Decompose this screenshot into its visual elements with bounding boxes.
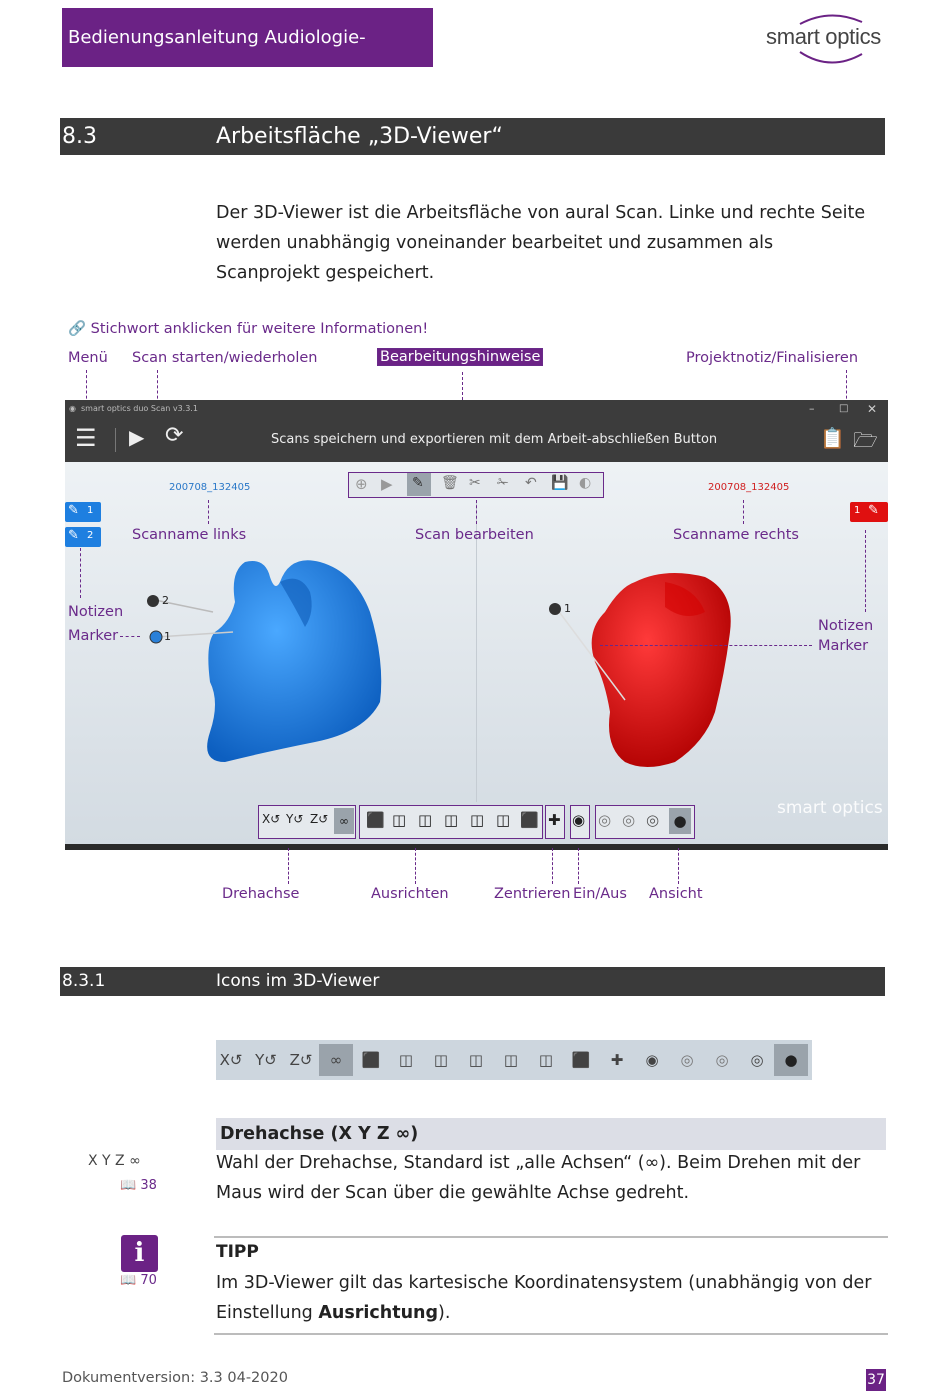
callout-onoff[interactable]: Ein/Aus — [573, 886, 627, 902]
cube-1-icon: ⬛ — [361, 1051, 381, 1069]
leader-line — [600, 645, 812, 646]
window-title: smart optics duo Scan v3.3.1 — [81, 404, 198, 413]
callout-rotate-axis[interactable]: Drehachse — [222, 886, 300, 902]
view-group — [595, 805, 695, 839]
onoff-icon[interactable]: ◉ — [572, 811, 586, 829]
scissors-icon[interactable]: ✂ — [469, 475, 481, 491]
cube-2-icon: ◫ — [398, 1051, 414, 1069]
tipp-text — [216, 1268, 876, 1328]
cube-2-icon[interactable]: ◫ — [392, 811, 407, 829]
window-titlebar — [65, 400, 888, 418]
callout-notes-right[interactable]: Notizen — [818, 618, 874, 634]
section-heading-8-3-1 — [60, 967, 885, 996]
section-number: 8.3.1 — [62, 971, 106, 991]
scan-name-left[interactable]: 200708_132405 — [169, 482, 251, 493]
minimize-icon[interactable]: – — [809, 402, 815, 415]
z-axis-icon: Z↺ — [289, 1051, 313, 1069]
callout-scanname-right[interactable]: Scanname rechts — [673, 527, 799, 543]
leader-line — [415, 848, 416, 884]
y-axis-icon[interactable]: Y↺ — [286, 812, 304, 826]
cube-1-icon[interactable]: ⬛ — [366, 811, 385, 829]
note-icon: ✎ — [68, 503, 79, 518]
callout-notes-left[interactable]: Notizen — [68, 604, 124, 620]
view-2-icon: ◎ — [715, 1051, 729, 1069]
view-3-icon[interactable]: ◎ — [646, 811, 660, 829]
crosshair-icon[interactable]: ✚ — [548, 811, 561, 829]
close-icon[interactable]: ✕ — [867, 402, 878, 416]
leader-line — [678, 848, 679, 884]
divider — [214, 1236, 888, 1238]
leader-line — [865, 530, 866, 612]
repeat-icon[interactable]: ⟳ — [165, 423, 184, 448]
cube-5-icon[interactable]: ◫ — [470, 811, 485, 829]
right-ear-scan — [592, 573, 731, 767]
center-group — [545, 805, 565, 839]
cube-4-icon: ◫ — [468, 1051, 484, 1069]
leader-line — [208, 500, 209, 524]
note-icon: ✎ — [868, 503, 879, 518]
callout-view[interactable]: Ansicht — [649, 886, 703, 902]
add-icon[interactable]: ⊕ — [355, 475, 368, 493]
menu-icon[interactable]: ☰ — [75, 424, 97, 452]
clipboard-add-icon[interactable]: 📋 — [820, 426, 845, 450]
cube-7-icon[interactable]: ⬛ — [520, 811, 539, 829]
brand-logo — [760, 10, 900, 68]
tipp-text-part: ). — [438, 1303, 451, 1323]
play-icon[interactable]: ▶ — [129, 425, 145, 449]
app-screenshot — [65, 400, 888, 850]
pencil-icon[interactable]: ✎ — [407, 473, 431, 496]
scissors-alt-icon[interactable]: ✁ — [497, 475, 509, 491]
tipp-text-part: Im 3D-Viewer gilt das kartesische Koordinatensystem (unabhängig von der Einstellung — [216, 1273, 872, 1323]
logo-text: smart optics — [766, 24, 881, 49]
drehachse-text: Wahl der Drehachse, Standard ist „alle Achsen“ (∞). Beim Drehen mit der Maus wird der Scan über die gewählte Achse gedreht. — [216, 1153, 861, 1203]
cube-6-icon[interactable]: ◫ — [496, 811, 511, 829]
rotate-axis-group — [258, 805, 356, 839]
x-axis-icon[interactable]: X↺ — [262, 812, 281, 826]
trash-icon[interactable]: 🗑 — [441, 475, 459, 491]
note-icon: ✎ — [68, 528, 79, 543]
intro-paragraph: Der 3D-Viewer ist die Arbeitsfläche von aural Scan. Linke und rechte Seite werden unabhängig voneinander bearbeitet und zusammen als Scanprojekt gespeichert. — [216, 203, 866, 283]
callout-marker-right[interactable]: Marker — [818, 638, 869, 654]
play-circle-icon[interactable]: ▶ — [381, 475, 393, 493]
cube-3-icon[interactable]: ◫ — [418, 811, 433, 829]
drehachse-heading: Drehachse (X Y Z ∞) — [216, 1118, 886, 1150]
drehachse-side-icons: X Y Z ∞ — [88, 1153, 141, 1169]
toolbar-message: Scans speichern und exportieren mit dem Arbeit-abschließen Button — [271, 432, 718, 447]
view-1-icon[interactable]: ◎ — [598, 811, 612, 829]
view-4-icon[interactable]: ● — [669, 808, 691, 834]
ref-page: 70 — [140, 1273, 157, 1288]
doc-version: Dokumentversion: 3.3 04-2020 — [62, 1370, 288, 1386]
cube-7-icon: ⬛ — [571, 1051, 591, 1069]
marker-2-label: 2 — [162, 594, 169, 607]
folder-check-icon[interactable]: 🗁 — [853, 428, 878, 452]
icon-strip — [216, 1040, 812, 1080]
cube-3-icon: ◫ — [433, 1051, 449, 1069]
marker-r1-label: 1 — [564, 602, 571, 615]
blob-icon[interactable]: ◐ — [579, 475, 592, 491]
leader-line — [288, 848, 289, 884]
leader-line — [743, 500, 744, 524]
app-toolbar — [65, 418, 888, 462]
info-icon: i — [121, 1235, 158, 1272]
section-title: Icons im 3D-Viewer — [216, 971, 380, 991]
note-number: 1 — [854, 505, 861, 516]
leader-line — [476, 500, 477, 524]
align-group — [359, 805, 543, 839]
onoff-icon: ◉ — [645, 1051, 659, 1069]
leader-line — [578, 848, 579, 884]
tipp-heading: TIPP — [216, 1242, 259, 1262]
z-axis-icon[interactable]: Z↺ — [310, 812, 329, 826]
callout-align[interactable]: Ausrichten — [371, 886, 449, 902]
watermark: smart optics — [777, 798, 883, 818]
tipp-text-bold[interactable]: Ausrichtung — [318, 1303, 439, 1323]
logo-arcs — [760, 10, 900, 68]
callout-scan-start[interactable]: Scan starten/wiederholen — [132, 350, 318, 366]
note-number: 2 — [87, 530, 94, 541]
marker-r1-dot — [549, 603, 561, 615]
leader-line — [552, 848, 553, 884]
view-4-icon: ● — [774, 1044, 808, 1076]
leader-line — [120, 636, 140, 637]
link-icon: 🔗 — [68, 321, 87, 337]
section-number: 8.3 — [62, 124, 97, 149]
save-icon[interactable]: 💾 — [551, 475, 569, 491]
tipp-ref[interactable] — [120, 1273, 157, 1288]
note-number: 1 — [87, 505, 94, 516]
book-icon: 📖 — [120, 1273, 137, 1288]
x-axis-icon: X↺ — [219, 1051, 243, 1069]
page-number: 37 — [866, 1369, 886, 1391]
section-heading-8-3 — [60, 118, 885, 155]
cube-6-icon: ◫ — [538, 1051, 554, 1069]
hint-text: Stichwort anklicken für weitere Informationen! — [90, 321, 429, 337]
callout-scanname-left[interactable]: Scanname links — [132, 527, 247, 543]
app-icon: ◉ — [69, 404, 76, 413]
callout-center[interactable]: Zentrieren — [494, 886, 571, 902]
toolbar-divider — [115, 428, 116, 452]
maximize-icon[interactable]: □ — [839, 403, 849, 414]
manual-title: Bedienungsanleitung Audiologie-Scanner — [62, 8, 433, 67]
undo-icon[interactable]: ↶ — [525, 475, 537, 491]
onoff-group — [570, 805, 590, 839]
callout-menu[interactable]: Menü — [68, 350, 108, 366]
view-1-icon: ◎ — [680, 1051, 694, 1069]
hint-line — [68, 320, 428, 337]
marker-1-dot — [150, 631, 162, 643]
drehachse-ref[interactable] — [120, 1178, 157, 1193]
marker-2-dot — [147, 595, 159, 607]
cube-5-icon: ◫ — [503, 1051, 519, 1069]
leader-line — [80, 548, 81, 598]
view-3-icon: ◎ — [750, 1051, 764, 1069]
crosshair-icon: ✚ — [610, 1051, 624, 1069]
window-bottom-edge — [65, 844, 888, 850]
callout-marker-left[interactable]: Marker — [68, 628, 119, 644]
section-title: Arbeitsfläche „3D-Viewer“ — [216, 124, 503, 149]
marker-1-label: 1 — [164, 630, 171, 643]
y-axis-icon: Y↺ — [255, 1051, 277, 1069]
scan-name-right[interactable]: 200708_132405 — [708, 482, 790, 493]
callout-scan-edit[interactable]: Scan bearbeiten — [415, 527, 534, 543]
callout-edit-hints[interactable]: Bearbeitungshinweise — [377, 348, 543, 366]
book-icon: 📖 — [120, 1178, 137, 1193]
divider — [214, 1333, 888, 1335]
callout-project-note[interactable]: Projektnotiz/Finalisieren — [686, 350, 859, 366]
all-axes-icon[interactable]: ∞ — [334, 808, 354, 834]
ref-page: 38 — [140, 1178, 157, 1193]
cube-4-icon[interactable]: ◫ — [444, 811, 459, 829]
view-2-icon[interactable]: ◎ — [622, 811, 636, 829]
all-axes-icon: ∞ — [319, 1044, 353, 1076]
